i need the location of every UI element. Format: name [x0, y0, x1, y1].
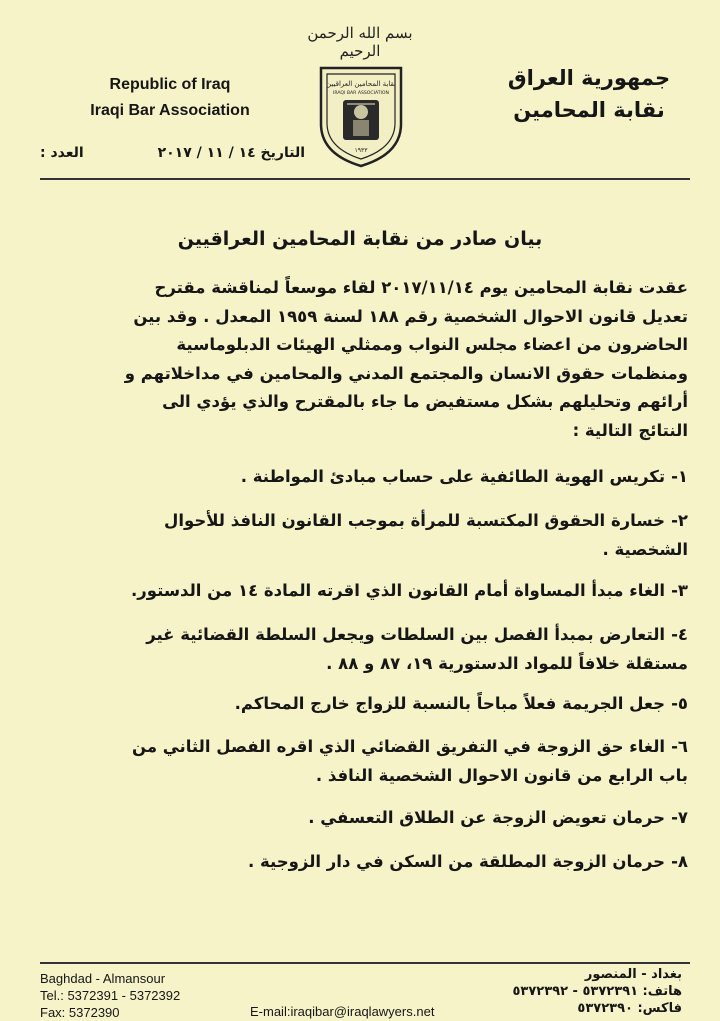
arabic-organization-name: نقابة المحامين [513, 98, 665, 122]
list-item-number: ٣- [671, 581, 688, 600]
list-item-text: الشخصية . [602, 540, 688, 559]
emblem-english-text: IRAQI BAR ASSOCIATION [333, 91, 389, 96]
arabic-country-name: جمهورية العراق [507, 66, 671, 90]
list-item-number: ٢- [671, 511, 688, 530]
arabic-letterhead [494, 62, 684, 126]
footer-address: Baghdad - Almansour [40, 971, 166, 986]
list-item [60, 576, 688, 605]
list-item-number: ١- [671, 467, 688, 486]
list-item-text: الغاء مبدأ المساواة أمام القانون الذي اقرته المادة ١٤ من الدستور. [130, 581, 666, 600]
intro-line: تعديل قانون الاحوال الشخصية رقم ١٨٨ لسنة ١٩٥٩ المعدل . وقد بين [133, 306, 688, 326]
list-item [60, 803, 688, 832]
emblem-year-text: ١٩٣٣ [354, 147, 368, 154]
list-item-text: التعارض بمبدأ الفصل بين السلطات ويجعل السلطة القضائية غير [146, 625, 666, 644]
list-item [60, 506, 688, 564]
statement-title: بيان صادر من نقابة المحامين العراقيين [177, 228, 543, 250]
english-country-name: Republic of Iraq [109, 76, 231, 93]
bar-association-emblem-icon [313, 62, 409, 170]
list-item [60, 620, 688, 678]
intro-line: النتائج التالية : [572, 420, 688, 440]
footer-fax: Fax: 5372390 [40, 1005, 120, 1020]
basmala-calligraphy: بسم الله الرحمن الرحيم [307, 24, 413, 60]
intro-line: أرائهم وتحليلهم بشكل مستفيض ما جاء بالمقترح والذي يؤدي الى [162, 392, 688, 411]
english-organization-name: Iraqi Bar Association [90, 102, 250, 119]
header-divider [40, 178, 690, 180]
list-item [60, 462, 688, 491]
list-item [60, 732, 688, 790]
list-item-text: الغاء حق الزوجة في التفريق القضائي الذي اقره الفصل الثاني من [132, 737, 666, 756]
intro-line: الحاضرون من اعضاء مجلس النواب وممثلي الهيئات الدبلوماسية [176, 335, 688, 354]
list-item-text: باب الرابع من قانون الاحوال الشخصية النافذ . [315, 766, 688, 785]
list-item-text: حرمان تعويض الزوجة عن الطلاق التعسفي . [308, 808, 666, 827]
letter-meta [40, 145, 305, 169]
list-item-text: حرمان الزوجة المطلقة من السكن في دار الزوجية . [248, 852, 666, 871]
statement-intro [60, 274, 688, 445]
arabic-footer-contact [482, 966, 682, 1017]
list-item-number: ٦- [671, 737, 688, 756]
letter-number-label: العدد : [40, 145, 84, 161]
intro-line: ومنظمات حقوق الانسان والمجتمع المدني والمحامين في مداخلاتهم و [124, 363, 688, 383]
footer-arabic-address: بغداد - المنصور [584, 967, 682, 982]
footer-arabic-phone: هاتف: ٥٣٧٢٣٩١ - ٥٣٧٢٣٩٢ [512, 984, 682, 999]
list-item [60, 847, 688, 876]
footer-arabic-fax: فاكس: ٥٣٧٢٣٩٠ [577, 1001, 682, 1016]
list-item-text: مستقلة خلافاً للمواد الدستورية ١٩، ٨٧ و ٨٨ . [326, 654, 688, 673]
footer-phone: Tel.: 5372391 - 5372392 [40, 988, 181, 1003]
list-item [60, 689, 688, 718]
list-item-text: جعل الجريمة فعلاً مباحاً بالنسبة للزواج خارج المحاكم. [234, 694, 666, 713]
list-item-number: ٧- [671, 808, 688, 827]
footer-divider [40, 962, 690, 964]
list-item-number: ٤- [671, 625, 688, 644]
list-item-number: ٨- [671, 852, 688, 871]
letter-date: التاريخ ١٤ / ١١ / ٢٠١٧ [157, 145, 305, 161]
emblem-arabic-text: نقابة المحامين العراقيين [326, 80, 396, 88]
intro-line: عقدت نقابة المحامين يوم ٢٠١٧/١١/١٤ لقاء موسعاً لمناقشة مقترح [154, 278, 688, 297]
english-letterhead [70, 72, 270, 124]
list-item-text: خسارة الحقوق المكتسبة للمرأة بموجب القانون النافذ للأحوال [164, 511, 666, 530]
list-item-text: تكريس الهوية الطائفية على حساب مبادئ المواطنة . [240, 467, 666, 486]
list-item-number: ٥- [671, 694, 688, 713]
footer-email: E-mail:iraqibar@iraqlawyers.net [250, 1004, 435, 1019]
